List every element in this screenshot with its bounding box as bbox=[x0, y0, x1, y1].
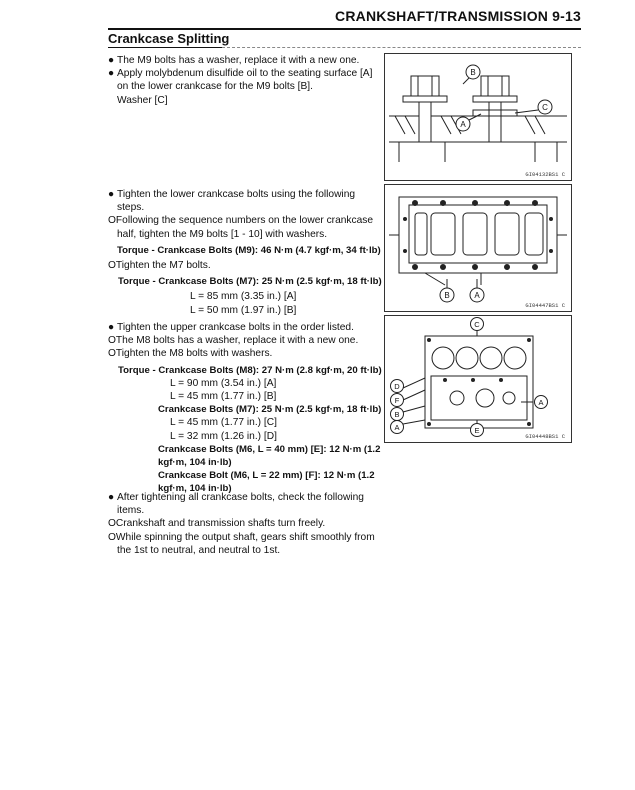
text-line: Tighten the lower crankcase bolts using the following bbox=[117, 189, 356, 200]
page-header-title: CRANKSHAFT/TRANSMISSION 9-13 bbox=[335, 8, 581, 24]
dashed-divider bbox=[222, 47, 581, 48]
instruction-block-1 bbox=[108, 54, 380, 107]
bullet-icon: ● bbox=[108, 55, 115, 66]
figure-upper-crankcase bbox=[384, 315, 572, 443]
bullet-item bbox=[108, 491, 380, 504]
bullet-icon: ● bbox=[108, 68, 115, 80]
label-c: C bbox=[542, 103, 548, 112]
torque-spec: kgf·m, 104 in·lb) bbox=[158, 483, 232, 495]
header-rule bbox=[108, 28, 581, 30]
text-line: L = 90 mm (3.54 in.) [A] bbox=[170, 377, 277, 389]
text-line: OFollowing the sequence numbers on the lower crankcase bbox=[108, 215, 374, 227]
bolt-washer-diagram bbox=[385, 54, 571, 180]
text-line: items. bbox=[117, 505, 145, 517]
lower-crankcase-diagram bbox=[385, 185, 571, 311]
instruction-block-4 bbox=[108, 491, 380, 557]
bullet-icon: ● bbox=[108, 189, 115, 200]
text-line: OWhile spinning the output shaft, gears shift smoothly from bbox=[108, 531, 375, 543]
bullet-item bbox=[108, 188, 380, 201]
bullet-item bbox=[108, 54, 380, 67]
torque-spec: Crankcase Bolts (M7): 25 N·m (2.5 kgf·m, 18 ft·lb) bbox=[158, 404, 382, 416]
label-a: A bbox=[474, 291, 480, 300]
upper-crankcase-diagram bbox=[385, 316, 571, 442]
bullet-item bbox=[108, 67, 380, 80]
instruction-block-2 bbox=[108, 188, 380, 317]
text-line: OTighten the M7 bolts. bbox=[108, 260, 211, 272]
label-b: B bbox=[470, 68, 476, 77]
label-d: D bbox=[394, 382, 400, 391]
text-line: half, tighten the M9 bolts [1 - 10] with washers. bbox=[117, 228, 328, 240]
torque-spec: Torque - Crankcase Bolts (M8): 27 N·m (2.8 kgf·m, 20 ft·lb) bbox=[118, 364, 382, 376]
figure-code: GI04448BS1 C bbox=[525, 433, 565, 440]
text-line: After tightening all crankcase bolts, check the following bbox=[117, 492, 364, 503]
label-b: B bbox=[394, 410, 400, 419]
text-line: OCrankshaft and transmission shafts turn freely. bbox=[108, 518, 326, 530]
section-underline bbox=[108, 47, 222, 48]
text-line: L = 85 mm (3.35 in.) [A] bbox=[190, 291, 297, 303]
text-line: L = 45 mm (1.77 in.) [B] bbox=[170, 391, 277, 403]
label-a: A bbox=[460, 120, 466, 129]
torque-spec: Crankcase Bolts (M6, L = 40 mm) [E]: 12 N·m (1.2 bbox=[158, 443, 381, 455]
torque-spec: Torque - Crankcase Bolts (M7): 25 N·m (2.5 kgf·m, 18 ft·lb) bbox=[118, 276, 382, 288]
figure-bolt-washer bbox=[384, 53, 572, 181]
text-line: Apply molybdenum disulfide oil to the seating surface [A] bbox=[117, 68, 373, 80]
label-b: B bbox=[444, 291, 450, 300]
label-f: F bbox=[394, 396, 400, 405]
label-a: A bbox=[394, 423, 400, 432]
torque-spec: Crankcase Bolt (M6, L = 22 mm) [F]: 12 N·m (1.2 bbox=[158, 470, 375, 482]
text-line: OTighten the M8 bolts with washers. bbox=[108, 348, 273, 360]
text-line: Tighten the upper crankcase bolts in the order listed. bbox=[117, 322, 354, 333]
bullet-icon: ● bbox=[108, 322, 115, 333]
text-line: on the lower crankcase for the M9 bolts [B]. bbox=[117, 81, 313, 93]
figure-code: GI04132BS1 C bbox=[525, 171, 565, 178]
instruction-block-3 bbox=[108, 321, 380, 496]
bullet-icon: ● bbox=[108, 492, 115, 503]
bullet-item bbox=[108, 321, 380, 334]
text-line: Washer [C] bbox=[117, 94, 168, 106]
text-line: L = 50 mm (1.97 in.) [B] bbox=[190, 304, 297, 316]
text-line: OThe M8 bolts has a washer, replace it with a new one. bbox=[108, 335, 359, 347]
section-title: Crankcase Splitting bbox=[108, 31, 230, 46]
label-a: A bbox=[538, 398, 544, 407]
text-line: L = 45 mm (1.77 in.) [C] bbox=[170, 417, 277, 429]
text-line: steps. bbox=[117, 202, 145, 214]
text-line: the 1st to neutral, and neutral to 1st. bbox=[117, 544, 281, 556]
figure-lower-crankcase bbox=[384, 184, 572, 312]
text-line: The M9 bolts has a washer, replace it with a new one. bbox=[117, 55, 360, 66]
figure-code: GI04447BS1 C bbox=[525, 302, 565, 309]
label-e: E bbox=[474, 426, 480, 435]
label-c: C bbox=[474, 320, 480, 329]
torque-spec: Torque - Crankcase Bolts (M9): 46 N·m (4.7 kgf·m, 34 ft·lb) bbox=[117, 244, 381, 256]
torque-spec: kgf·m, 104 in·lb) bbox=[158, 457, 232, 469]
text-line: L = 32 mm (1.26 in.) [D] bbox=[170, 430, 277, 442]
